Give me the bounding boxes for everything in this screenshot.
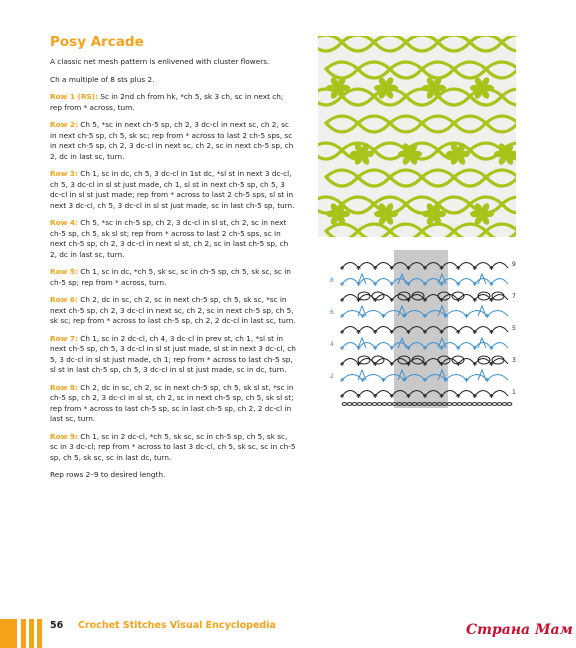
pattern-row [50,169,296,211]
pattern-row-label: Row 2: [50,120,78,129]
pattern-intro: A classic net mesh pattern is enlivened with cluster flowers. [50,57,270,66]
row-number-right: 1 [512,389,516,396]
pattern-row-label: Row 4: [50,218,78,227]
swatch-photo-illustration [318,36,516,237]
row-number-left: 2 [330,373,334,380]
pattern-row [50,120,296,162]
pattern-row-text: Ch 1, sc in 2 dc-cl, *ch 5, sk sc, sc in ch-5 sp, ch 5, sk sc, sc in 3 dc-cl; rep from * across to last 3 dc-cl, ch 5, sk sc, sc in ch-5 sp, ch 5, sk sc, sc in last dc, turn. [50,431,296,462]
page-number: 56 [50,620,64,631]
stitch-chart [326,244,526,414]
pattern-row [50,295,296,327]
pattern-column [50,34,296,488]
pattern-row-label: Row 7: [50,333,78,343]
pattern-row [50,383,296,425]
row-number-left: 4 [330,341,334,348]
row-number-left: 8 [330,277,334,284]
pattern-row-text: Ch 1, sc in dc, ch 5, 3 dc-cl in 1st dc, *sl st in next 3 dc-cl, ch 5, 3 dc-cl in sl st just made, ch 1, sl st in next ch-5 sp, ch 5, 3 dc-cl in sl st just made; rep from * across to last 2 ch-5 sps, sl st in next 3 dc-cl, ch 5, 3 dc-cl in sl st just made, sc in last ch-5 sp, turn. [50,169,295,210]
pattern-rows [50,92,296,463]
pattern-row-text: Ch 1, sc in dc, *ch 5, sk sc, sc in ch-5 sp, ch 5, sk sc, sc in ch-5 sp; rep from * across, turn. [50,267,291,287]
pattern-row [50,432,296,464]
swatch-photo [318,36,516,237]
pattern-row-label: Row 5: [50,267,78,276]
pattern-row [50,334,296,376]
pattern-row-text: Ch 2, dc in sc, ch 2, sc in next ch-5 sp, ch 5, sk sl st, *sc in ch-5 sp, ch 2, 3 dc-cl in sl st, ch 2, sc in next ch-5 sp, ch 5, sk sl st; rep from * across to last ch-5 sp, sc in last ch-5 sp, ch 2, 2 dc-cl in last sc, turn. [50,382,294,423]
book-title: Crochet Stitches Visual Encyclopedia [78,620,276,631]
pattern-title: Posy Arcade [50,34,144,50]
pattern-row-text: Sc in 2nd ch from hk, *ch 5, sk 3 ch, sc in next ch; rep from * across, turn. [50,92,284,112]
site-watermark: Страна Мам [466,622,573,638]
pattern-row-text: Ch 1, sc in 2 dc-cl, ch 4, 3 dc-cl in prev st, ch 1, *sl st in next ch-5 sp, ch 5, 3 dc-cl in sl st just made, sl st in next 3 dc-cl, ch 5, 3 dc-cl in sl st just made, ch 1; rep from * across to last ch-5 sp, sl st in last ch-5 sp, ch 5, 3 dc-cl in sl st just made, sc in dc, turn. [50,333,296,374]
pattern-multiple: Ch a multiple of 8 sts plus 2. [50,74,155,84]
row-number-right: 9 [512,261,516,268]
pattern-row [50,92,296,113]
pattern-row [50,267,296,288]
stitch-chart-diagram [326,244,526,414]
row-number-right: 5 [512,325,516,332]
row-number-right: 3 [512,357,516,364]
footer-stripes [0,619,44,648]
pattern-row [50,218,296,260]
pattern-row-label: Row 1 (RS): [50,92,98,101]
pattern-row-text: Ch 5, *sc in next ch-5 sp, ch 2, 3 dc-cl in next sc, ch 2, sc in next ch-5 sp, ch 5, sk sc; rep from * across to last 2 ch-5 sps, sc in next ch-5 sp, ch 2, 3 dc-cl in next sc, ch 2, sc in next ch-5 sp, ch 2, dc in last sc, turn. [50,120,294,161]
pattern-row-label: Row 9: [50,431,78,441]
pattern-row-label: Row 3: [50,169,78,178]
pattern-row-text: Ch 5, *sc in ch-5 sp, ch 2, 3 dc-cl in sl st, ch 2, sc in next ch-5 sp, ch 5, sk sl st; rep from * across to last 2 ch-5 sps, sc in next ch-5 sp, ch 2, 3 dc-cl in next sl st, ch 2, sc in last ch-5 sp, ch 2, dc in last sc, turn. [50,218,289,259]
pattern-row-text: Ch 2, dc in sc, ch 2, sc in next ch-5 sp, ch 5, sk sc, *sc in next ch-5 sp, ch 2, 3 dc-cl in next sc, ch 2, sc in next ch-5 sp, ch 5, sk sc; rep from * across to last ch-5 sp, ch 2, 2 dc-cl in last sc, turn. [50,295,296,325]
pattern-row-label: Row 8: [50,382,78,392]
pattern-closing: Rep rows 2–9 to desired length. [50,470,166,479]
row-number-right: 7 [512,293,516,300]
row-number-left: 6 [330,309,334,316]
pattern-row-label: Row 6: [50,295,78,304]
